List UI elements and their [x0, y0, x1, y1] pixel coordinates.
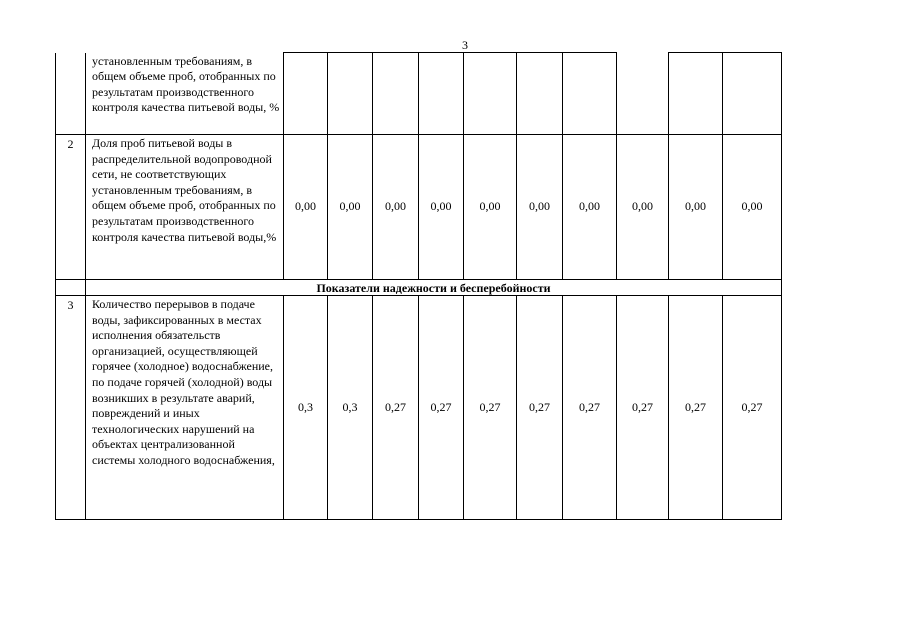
value-cell: 0,00	[517, 135, 563, 280]
value-cell	[373, 53, 419, 135]
row-number: 3	[56, 296, 86, 520]
value-cell: 0,00	[464, 135, 517, 280]
value-cell	[464, 53, 517, 135]
value-cell: 0,00	[328, 135, 373, 280]
value-cell: 0,3	[284, 296, 328, 520]
table-row-continuation	[56, 53, 782, 135]
value-cell	[723, 53, 782, 135]
indicator-description: Количество перерывов в подаче воды, зафиксированных в местах исполнения обязательств организацией, осуществляющей горячее (холодное) водоснабжение, по подаче горячей (холодной) воды возникших в результате аварий, повреждений и иных технологических нарушений на объектах централизованной системы холодного водоснабжения,	[86, 296, 284, 520]
table-row-2	[56, 135, 782, 280]
value-cell: 0,27	[373, 296, 419, 520]
value-cell: 0,00	[284, 135, 328, 280]
value-cell: 0,00	[419, 135, 464, 280]
value-cell: 0,27	[419, 296, 464, 520]
value-cell: 0,00	[617, 135, 669, 280]
value-cell: 0,27	[517, 296, 563, 520]
value-cell: 0,27	[669, 296, 723, 520]
value-cell	[517, 53, 563, 135]
value-cell	[563, 53, 617, 135]
value-cell	[669, 53, 723, 135]
value-cell	[328, 53, 373, 135]
page-number: 3	[462, 38, 468, 52]
value-cell	[284, 53, 328, 135]
value-cell: 0,3	[328, 296, 373, 520]
value-cell	[617, 53, 669, 135]
value-cell: 0,00	[373, 135, 419, 280]
value-cell: 0,27	[464, 296, 517, 520]
row-number	[56, 53, 86, 135]
table-section-row	[56, 280, 782, 296]
indicators-table	[55, 52, 782, 520]
table-row-3	[56, 296, 782, 520]
value-cell: 0,00	[669, 135, 723, 280]
indicator-description: Доля проб питьевой воды в распределительной водопроводной сети, не соответствующих установленным требованиям, в общем объеме проб, отобранных по результатам производственного контроля качества питьевой воды,%	[86, 135, 284, 280]
row-number: 2	[56, 135, 86, 280]
value-cell: 0,27	[617, 296, 669, 520]
value-cell: 0,00	[563, 135, 617, 280]
section-number-cell	[56, 280, 86, 296]
indicator-description: установленным требованиям, в общем объеме проб, отобранных по результатам производственного контроля качества питьевой воды, %	[86, 53, 284, 135]
section-heading: Показатели надежности и бесперебойности	[86, 280, 782, 296]
value-cell	[419, 53, 464, 135]
value-cell: 0,27	[723, 296, 782, 520]
value-cell: 0,27	[563, 296, 617, 520]
value-cell: 0,00	[723, 135, 782, 280]
